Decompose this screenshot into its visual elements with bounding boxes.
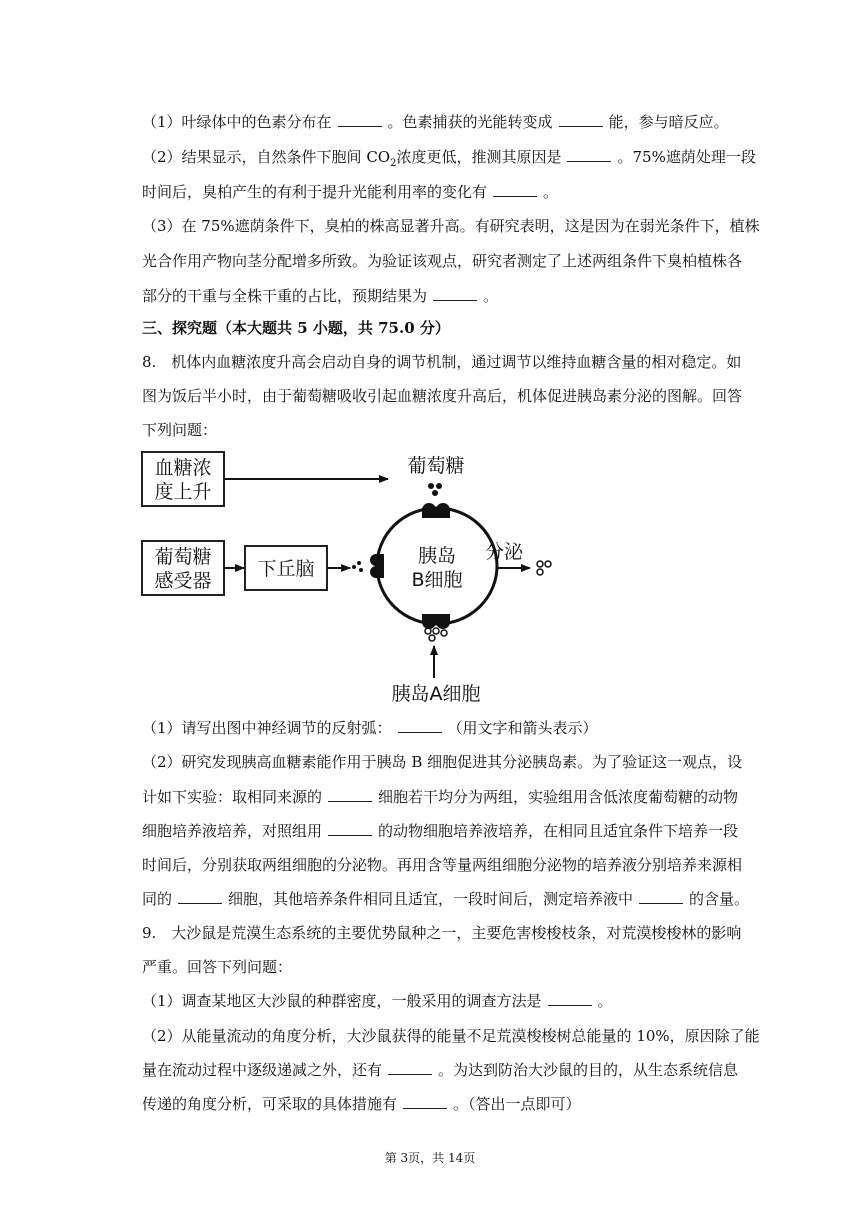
answer-blank[interactable] (388, 1060, 432, 1075)
box-hypothalamus-label: 下丘脑 (257, 558, 315, 580)
neuro-receptor-icon (370, 554, 384, 578)
q8-line-3: 下列问题： (142, 421, 218, 439)
box-hypothalamus (245, 546, 327, 590)
q9-line-1: 9. 大沙鼠是荒漠生态系统的主要优势鼠种之一，主要危害梭梭枝条，对荒漠梭梭林的影响 (142, 924, 742, 942)
q7-line-4: （3）在 75%遮荫条件下，臭柏的株高显著升高。有研究表明，这是因为在弱光条件下，植株 (142, 217, 760, 235)
box-glucose-receptor-line2: 感受器 (154, 570, 212, 592)
box-blood-sugar-rise-line2: 度上升 (154, 481, 212, 503)
answer-blank[interactable] (178, 889, 222, 904)
islet-b-cell-line1: 胰岛 (417, 545, 457, 567)
box-blood-sugar-rise (142, 452, 224, 506)
answer-blank[interactable] (548, 991, 592, 1006)
secrete-label: 分泌 (484, 541, 524, 563)
section-header: 三、探究题（本大题共 5 小题，共 75.0 分） (142, 319, 450, 337)
q9-sub1: （1）调查某地区大沙鼠的种群密度，一般采用的调查方法是 。 (142, 992, 613, 1010)
q8-sub2-line-2: 计如下实验：取相同来源的 细胞若干均分为两组，实验组用含低浓度葡萄糖的动物 (142, 788, 739, 806)
q7-line-2: （2）结果显示，自然条件下胞间 $CO_2$浓度更低，推测其原因是 。75%遮荫处理一段 (142, 148, 756, 169)
q7-line-5: 光合作用产物向茎分配增多所致。为验证该观点，研究者测定了上述两组条件下臭柏植株各 (142, 252, 743, 270)
glucose-receptor-icon (422, 503, 450, 518)
islet-b-cell (370, 503, 497, 629)
q7-line-6: 部分的干重与全株干重的占比，预期结果为 。 (142, 287, 499, 305)
page-footer: 第 3页，共 14页 (384, 1151, 476, 1165)
islet-a-cell-label: 胰岛A细胞 (391, 683, 481, 705)
q8-sub2-line-1: （2）研究发现胰高血糖素能作用于胰岛 B 细胞促进其分泌胰岛素。为了验证这一观点，设 (142, 753, 743, 771)
q8-line-1: 8. 机体内血糖浓度升高会启动自身的调节机制，通过调节以维持血糖含量的相对稳定。如 (142, 353, 742, 371)
answer-blank[interactable] (639, 889, 683, 904)
q8-line-2: 图为饭后半小时，由于葡萄糖吸收引起血糖浓度升高后，机体促进胰岛素分泌的图解。回答 (142, 387, 743, 405)
q8-sub2-line-3: 细胞培养液培养，对照组用 的动物细胞培养液培养，在相同且适宜条件下培养一段 (142, 822, 739, 840)
q9-sub2-line-1: （2）从能量流动的角度分析，大沙鼠获得的能量不足荒漠梭梭树总能量的 10%，原因除了能 (142, 1027, 760, 1045)
box-blood-sugar-rise-line1: 血糖浓 (154, 457, 212, 479)
glucagon-receptor-icon (422, 614, 450, 629)
answer-blank[interactable] (567, 147, 611, 162)
glucose-molecules (428, 483, 442, 496)
q8-sub1: （1）请写出图中神经调节的反射弧： （用文字和箭头表示） (142, 719, 598, 737)
neurotransmitter-dots (352, 561, 363, 572)
box-glucose-receptor-line1: 葡萄糖 (154, 546, 212, 568)
glucagon-molecules (425, 628, 447, 641)
answer-blank[interactable] (493, 182, 537, 197)
answer-blank[interactable] (559, 112, 603, 127)
answer-blank[interactable] (403, 1094, 447, 1109)
q7-line-1: （1）叶绿体中的色素分布在 。色素捕获的光能转变成 能，参与暗反应。 (142, 113, 729, 131)
q8-sub2-line-5: 同的 细胞，其他培养条件相同且适宜，一段时间后，测定培养液中 的含量。 (142, 890, 750, 908)
answer-blank[interactable] (328, 787, 372, 802)
answer-blank[interactable] (328, 821, 372, 836)
answer-blank[interactable] (398, 718, 442, 733)
answer-blank[interactable] (338, 112, 382, 127)
islet-b-cell-line2: B细胞 (411, 569, 463, 591)
q7-line-3: 时间后，臭柏产生的有利于提升光能利用率的变化有 。 (142, 183, 559, 201)
insulin-molecules (537, 561, 551, 575)
q9-sub2-line-2: 量在流动过程中逐级递减之外，还有 。为达到防治大沙鼠的目的，从生态系统信息 (142, 1061, 739, 1079)
insulin-regulation-diagram (140, 446, 580, 708)
q9-line-2: 严重。回答下列问题： (142, 958, 293, 976)
q8-sub2-line-4: 时间后，分别获取两组细胞的分泌物。再用含等量两组细胞分泌物的培养液分别培养来源相 (142, 856, 743, 874)
glucose-label: 葡萄糖 (407, 455, 465, 477)
q9-sub2-line-3: 传递的角度分析，可采取的具体措施有 。（答出一点即可） (142, 1095, 581, 1113)
answer-blank[interactable] (433, 286, 477, 301)
box-glucose-receptor (142, 541, 224, 595)
